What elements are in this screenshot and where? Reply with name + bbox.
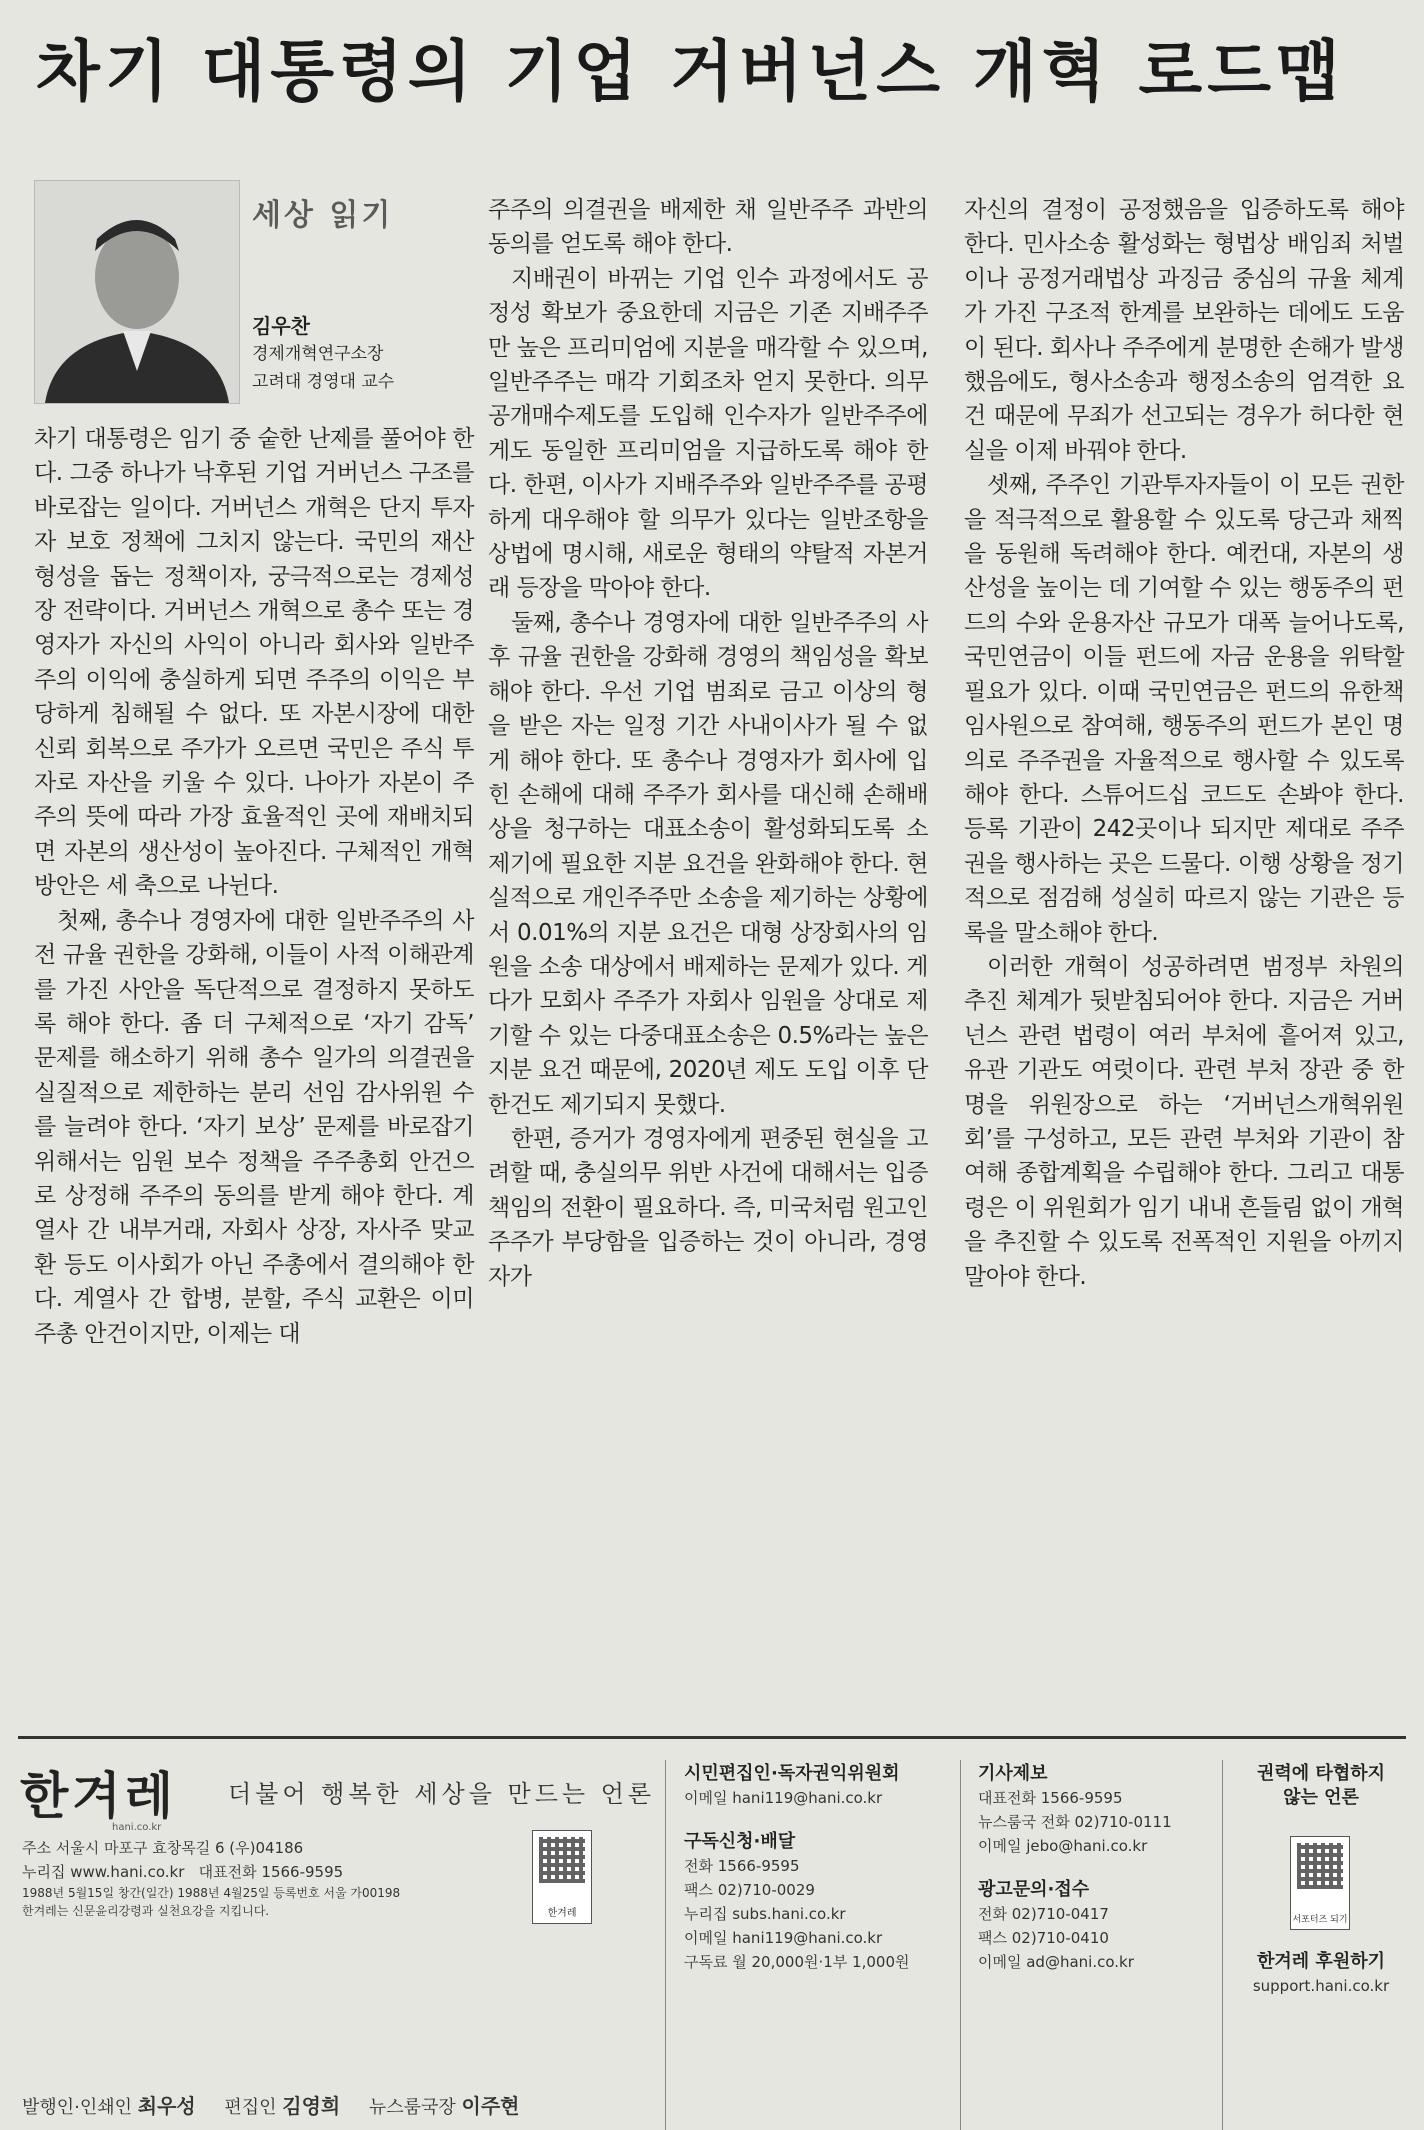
founding-info: 1988년 5월15일 창간(일간) 1988년 4월25일 등록번호 서울 가00198 <box>22 1886 401 1900</box>
author-role-1: 경제개혁연구소장 <box>252 344 384 364</box>
paragraph: 이러한 개혁이 성공하려면 범정부 차원의 추진 체계가 뒷받침되어야 한다. 지금은 거버넌스 관련 법령이 여러 부처에 흩어져 있고, 유관 기관도 여럿이다. 관련 부처 장관 중 한명을 위원장으로 하는 ‘거버넌스개혁위원회’를 구성하고, 모든 관련 부처와 기관이 참여해 종합계획을 수립해야 한다. 그리고 대통령은 이 위원회가 임기 내내 흔들림 없이 개혁을 추진할 수 있도록 전폭적인 지원을 아끼지 말아야 한다. <box>964 953 1404 1290</box>
qr-code-hankyoreh[interactable] <box>532 1830 592 1924</box>
subscription-title: 구독신청·배달 <box>684 1831 796 1852</box>
ads-fax: 팩스 02)710-0410 <box>978 1929 1109 1947</box>
news-name: 이주현 <box>461 2094 520 2118</box>
support-motto-1: 권력에 타협하지 <box>1257 1763 1385 1784</box>
footer-divider <box>1222 1760 1223 2130</box>
editor-name: 김영희 <box>282 2094 341 2118</box>
headline: 차기 대통령의 기업 거버넌스 개혁 로드맵 <box>36 33 1345 110</box>
publisher-name: 최우성 <box>137 2094 196 2118</box>
subscription-price: 구독료 월 20,000원·1부 1,000원 <box>684 1953 910 1971</box>
publisher-label: 발행인·인쇄인 <box>22 2097 133 2118</box>
footer-rule <box>18 1736 1406 1739</box>
staff-line <box>22 2090 520 2119</box>
author-portrait-image <box>35 181 239 403</box>
tips-title: 기사제보 <box>978 1763 1048 1784</box>
logo-subtext: hani.co.kr <box>112 1822 162 1833</box>
masthead-slogan: 더불어 행복한 세상을 만드는 언론 <box>228 1780 656 1808</box>
author-role-2: 고려대 경영대 교수 <box>252 372 395 392</box>
tips-block <box>978 1762 1218 1974</box>
ads-email[interactable]: 이메일 ad@hani.co.kr <box>978 1953 1134 1971</box>
byline <box>252 312 394 396</box>
paragraph: 지배권이 바뀌는 기업 인수 과정에서도 공정성 확보가 중요한데 지금은 기존 지배주주만 높은 프리미엄에 지분을 매각할 수 있으며, 일반주주는 매각 기회조차 얻지 못한다. 의무공개매수제도를 도입해 인수자가 일반주주에게도 동일한 프리미엄을 지급하도록 해야 한다. 한편, 이사가 지배주주와 일반주주를 공평하게 대우해야 할 의무가 있다는 일반조항을 상법에 명시해, 새로운 형태의 약탈적 자본거래 등장을 막아야 한다. <box>488 265 928 602</box>
support-footer <box>1236 1950 1406 1998</box>
ombudsman-email[interactable]: 이메일 hani119@hani.co.kr <box>684 1789 883 1807</box>
paragraph: 차기 대통령은 임기 중 숱한 난제를 풀어야 한다. 그중 하나가 낙후된 기업 거버넌스 구조를 바로잡는 일이다. 거버넌스 개혁은 단지 투자자 보호 정책에 그치지 않는다. 국민의 재산 형성을 돕는 정책이자, 궁극적으로는 경제성장 전략이다. 거버넌스 개혁으로 총수 또는 경영자가 자신의 사익이 아니라 회사와 일반주주의 이익에 충실하게 되면 주주의 이익은 부당하게 침해될 수 없다. 또 자본시장에 대한 신뢰 회복으로 주가가 오르면 국민은 주식 투자로 자산을 키울 수 있다. 나아가 자본이 주주의 뜻에 따라 가장 효율적인 곳에 재배치되면 자본의 생산성이 높아진다. 구체적인 개혁 방안은 세 축으로 나뉜다. <box>34 426 474 900</box>
author-photo <box>34 180 240 404</box>
paragraph: 셋째, 주주인 기관투자자들이 이 모든 권한을 적극적으로 활용할 수 있도록 당근과 채찍을 동원해 독려해야 한다. 예컨대, 자본의 생산성을 높이는 데 기여할 수 있는 행동주의 펀드의 수와 운용자산 규모가 대폭 늘어나도록, 국민연금이 이들 펀드에 자금 운용을 위탁할 필요가 있다. 이때 국민연금은 펀드의 유한책임사원으로 참여해, 행동주의 펀드가 본인 명의로 주주권을 자율적으로 행사할 수 있도록 해야 한다. 스튜어드십 코드도 손봐야 한다. 등록 기관이 242곳이나 되지만 제대로 주주권을 행사하는 곳은 드물다. 이행 상황을 정기적으로 점검해 성실히 따르지 않는 기관은 등록을 말소해야 한다. <box>964 472 1404 946</box>
qr-label: 서포터즈 되기 <box>1292 1915 1348 1925</box>
support-motto-2: 않는 언론 <box>1283 1787 1359 1808</box>
support-url[interactable]: support.hani.co.kr <box>1252 1977 1390 1995</box>
ads-phone: 전화 02)710-0417 <box>978 1905 1109 1923</box>
support-title[interactable]: 한겨레 후원하기 <box>1257 1951 1385 1972</box>
article-column-1 <box>34 422 474 1351</box>
author-name: 김우찬 <box>252 314 310 338</box>
qr-label: 한겨레 <box>547 1908 577 1919</box>
ombudsman-title: 시민편집인·독자권익위원회 <box>684 1763 900 1784</box>
ombudsman-block <box>684 1762 944 1974</box>
subscription-fax: 팩스 02)710-0029 <box>684 1881 815 1899</box>
subscription-site[interactable]: 누리집 subs.hani.co.kr <box>684 1905 846 1923</box>
paragraph: 둘째, 총수나 경영자에 대한 일반주주의 사후 규율 권한을 강화해 경영의 책임성을 확보해야 한다. 우선 기업 범죄로 금고 이상의 형을 받은 자는 일정 기간 사내이사가 될 수 없게 해야 한다. 또 총수나 경영자가 회사에 입힌 손해에 대해 주주가 회사를 대신해 손해배상을 청구하는 대표소송이 활성화되도록 소 제기에 필요한 지분 요건을 완화해야 한다. 현실적으로 개인주주만 소송을 제기하는 상황에서 0.01%의 지분 요건은 대형 상장회사의 임원을 소송 대상에서 배제하는 문제가 있다. 게다가 모회사 주주가 자회사 임원을 상대로 제기할 수 있는 다중대표소송은 0.5%라는 높은 지분 요건 때문에, 2020년 제도 도입 이후 단 한건도 제기되지 못했다. <box>488 609 928 1118</box>
paragraph: 첫째, 총수나 경영자에 대한 일반주주의 사전 규율 권한을 강화해, 이들이 사적 이해관계를 가진 사안을 독단적으로 결정하지 못하도록 해야 한다. 좀 더 구체적으로 ‘자기 감독’ 문제를 해소하기 위해 총수 일가의 의결권을 실질적으로 제한하는 분리 선임 감사위원 수를 늘려야 한다. ‘자기 보상’ 문제를 바로잡기 위해서는 임원 보수 정책을 주주총회 안건으로 상정해 주주의 동의를 받게 해야 한다. 계열사 간 내부거래, 자회사 상장, 자사주 맞교환 등도 이사회가 아닌 주총에서 결의해야 한다. 계열사 간 합병, 분할, 주식 교환은 이미 주총 안건이지만, 이제는 대 <box>34 907 474 1347</box>
paragraph: 주주의 의결권을 배제한 채 일반주주 과반의 동의를 얻도록 해야 한다. <box>488 197 928 258</box>
ads-title: 광고문의·접수 <box>978 1879 1090 1900</box>
hankyoreh-logo: 한겨레 <box>20 1767 177 1825</box>
tips-rep-phone: 대표전화 1566-9595 <box>978 1789 1123 1807</box>
footer-divider <box>960 1760 961 2130</box>
ethics-note: 한겨레는 신문윤리강령과 실천요강을 지킵니다. <box>22 1904 270 1918</box>
support-block <box>1236 1762 1406 1810</box>
news-label: 뉴스룸국장 <box>368 2097 456 2118</box>
article-column-2 <box>488 193 928 1294</box>
tips-email[interactable]: 이메일 jebo@hani.co.kr <box>978 1837 1148 1855</box>
website-link[interactable]: 누리집 www.hani.co.kr <box>22 1863 185 1881</box>
tips-newsroom-phone: 뉴스룸국 전화 02)710-0111 <box>978 1813 1172 1831</box>
subscription-email[interactable]: 이메일 hani119@hani.co.kr <box>684 1929 883 1947</box>
address: 주소 서울시 마포구 효창목길 6 (우)04186 <box>22 1839 304 1857</box>
rep-phone: 대표전화 1566-9595 <box>198 1863 344 1881</box>
masthead-info <box>22 1836 542 1920</box>
column-series-title: 세상 읽기 <box>252 198 394 233</box>
subscription-phone: 전화 1566-9595 <box>684 1857 800 1875</box>
article-column-3 <box>964 193 1404 1294</box>
paragraph: 자신의 결정이 공정했음을 입증하도록 해야 한다. 민사소송 활성화는 형법상 배임죄 처벌이나 공정거래법상 과징금 중심의 규율 체계가 가진 구조적 한계를 보완하는 데에도 도움이 된다. 회사나 주주에게 분명한 손해가 발생했음에도, 형사소송과 행정소송의 엄격한 요건 때문에 무죄가 선고되는 경우가 허다한 현실을 이제 바꿔야 한다. <box>964 197 1404 464</box>
paragraph: 한편, 증거가 경영자에게 편중된 현실을 고려할 때, 충실의무 위반 사건에 대해서는 입증책임의 전환이 필요하다. 즉, 미국처럼 원고인 주주가 부당함을 입증하는 것이 아니라, 경영자가 <box>488 1125 928 1290</box>
editor-label: 편집인 <box>224 2097 277 2118</box>
footer-divider <box>665 1760 666 2130</box>
qr-code-support[interactable] <box>1290 1836 1350 1930</box>
